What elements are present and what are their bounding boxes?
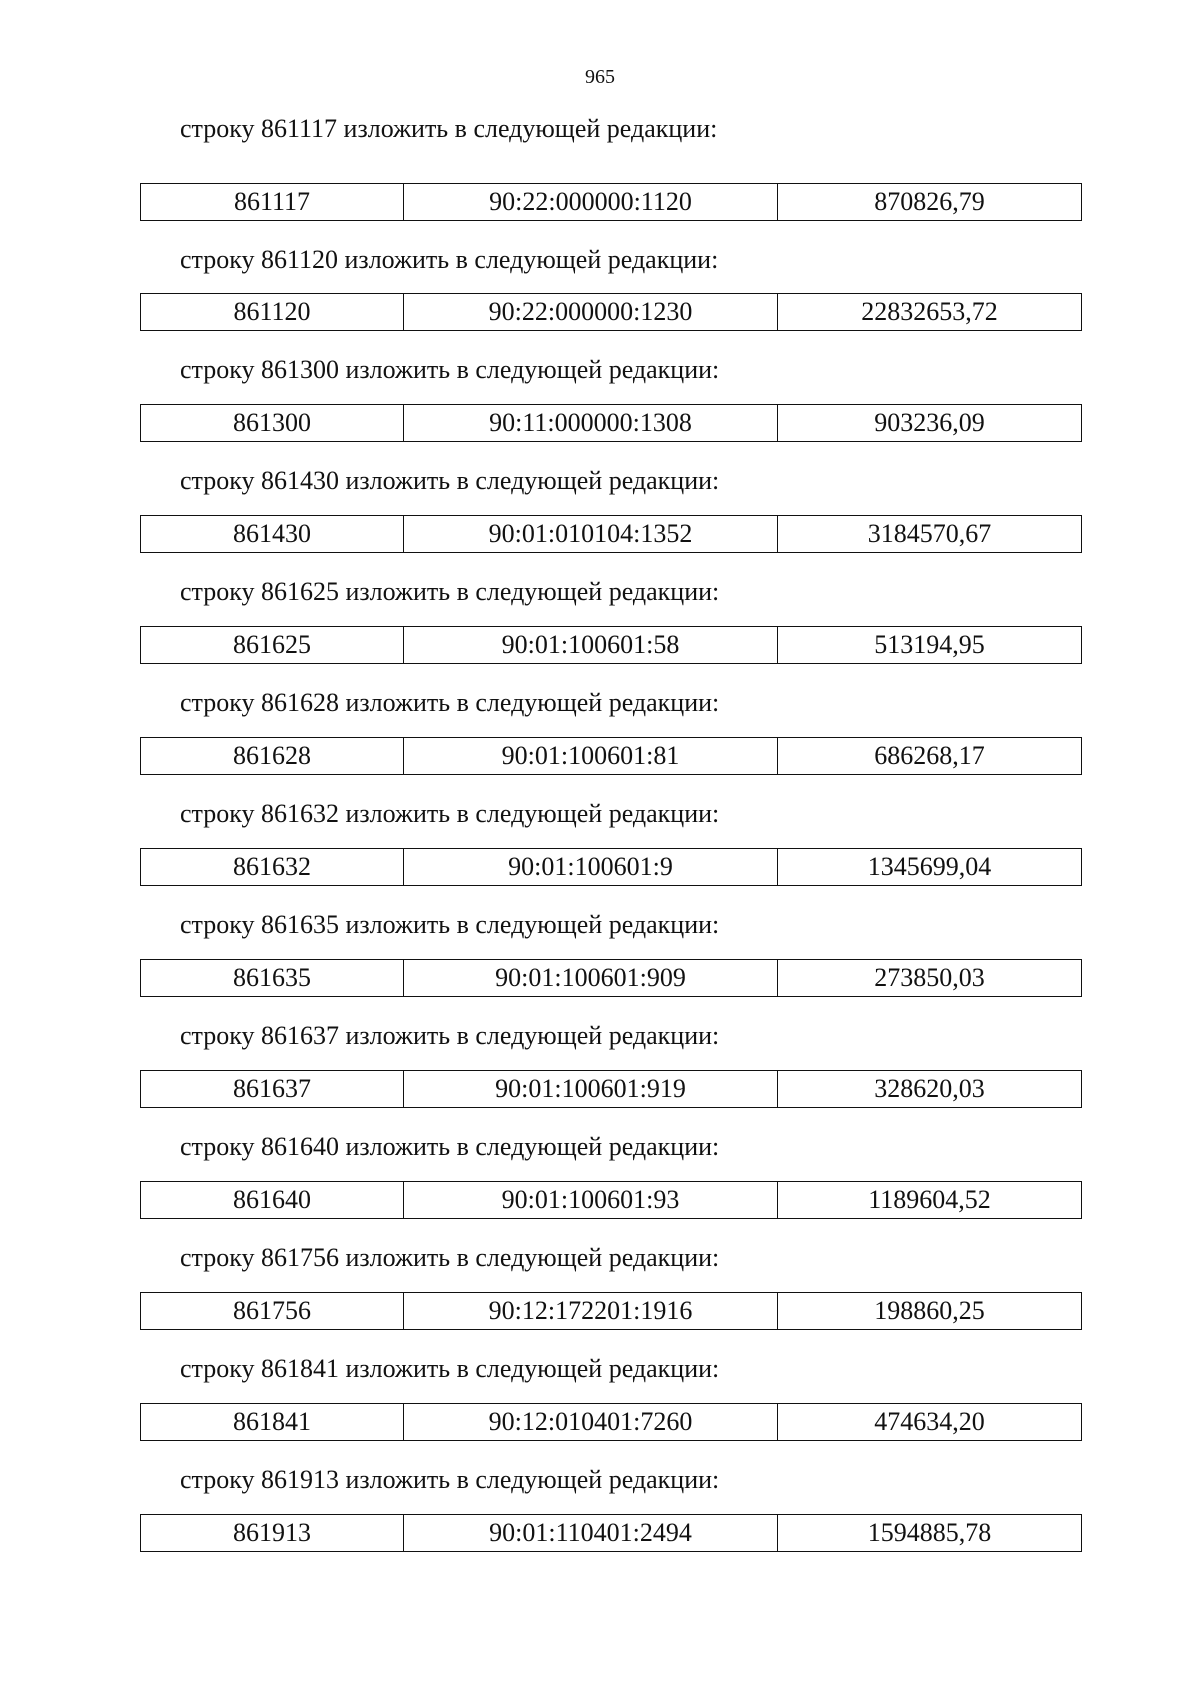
value-cell: 1189604,52 [778,1182,1082,1219]
row-number-cell: 861300 [141,405,404,442]
value-cell: 513194,95 [778,627,1082,664]
value-cell: 1594885,78 [778,1515,1082,1552]
row-number-cell: 861913 [141,1515,404,1552]
instruction-text: строку 861117 изложить в следующей редакции: [180,114,718,143]
instruction-text: строку 861120 изложить в следующей редакции: [180,245,719,274]
table-row [141,1515,1082,1552]
cadastral-number-cell: 90:01:100601:58 [404,627,778,664]
cadastral-number-cell: 90:12:172201:1916 [404,1293,778,1330]
table-row [141,184,1082,221]
table-row [141,960,1082,997]
instruction-text: строку 861628 изложить в следующей редакции: [180,688,720,717]
cadastral-number-cell: 90:01:100601:81 [404,738,778,775]
amendment-table [140,1403,1082,1441]
row-number-cell: 861625 [141,627,404,664]
amendment-table [140,404,1082,442]
cadastral-number-cell: 90:01:100601:9 [404,849,778,886]
instruction-text: строку 861841 изложить в следующей редакции: [180,1354,720,1383]
table-row [141,1182,1082,1219]
value-cell: 198860,25 [778,1293,1082,1330]
cadastral-number-cell: 90:12:010401:7260 [404,1404,778,1441]
cadastral-number-cell: 90:22:000000:1230 [404,294,778,331]
instruction-text: строку 861430 изложить в следующей редакции: [180,466,720,495]
table-row [141,1293,1082,1330]
table-row [141,405,1082,442]
amendment-table [140,1514,1082,1552]
amendment-table [140,959,1082,997]
amendment-table [140,737,1082,775]
amendment-table [140,293,1082,331]
row-number-cell: 861756 [141,1293,404,1330]
page-number: 965 [585,66,615,88]
cadastral-number-cell: 90:01:100601:93 [404,1182,778,1219]
cadastral-number-cell: 90:01:100601:919 [404,1071,778,1108]
row-number-cell: 861120 [141,294,404,331]
row-number-cell: 861841 [141,1404,404,1441]
instruction-text: строку 861635 изложить в следующей редакции: [180,910,720,939]
value-cell: 686268,17 [778,738,1082,775]
table-row [141,1404,1082,1441]
instruction-text: строку 861913 изложить в следующей редакции: [180,1465,720,1494]
value-cell: 273850,03 [778,960,1082,997]
table-row [141,516,1082,553]
table-row [141,627,1082,664]
value-cell: 22832653,72 [778,294,1082,331]
amendment-table [140,626,1082,664]
value-cell: 903236,09 [778,405,1082,442]
instruction-text: строку 861632 изложить в следующей редакции: [180,799,720,828]
value-cell: 1345699,04 [778,849,1082,886]
row-number-cell: 861637 [141,1071,404,1108]
amendment-table [140,1181,1082,1219]
amendment-table [140,848,1082,886]
table-row [141,294,1082,331]
cadastral-number-cell: 90:01:110401:2494 [404,1515,778,1552]
table-row [141,1071,1082,1108]
cadastral-number-cell: 90:01:100601:909 [404,960,778,997]
amendment-table [140,1070,1082,1108]
instruction-text: строку 861625 изложить в следующей редакции: [180,577,720,606]
row-number-cell: 861117 [141,184,404,221]
row-number-cell: 861628 [141,738,404,775]
table-row [141,849,1082,886]
value-cell: 328620,03 [778,1071,1082,1108]
instruction-text: строку 861756 изложить в следующей редакции: [180,1243,720,1272]
row-number-cell: 861640 [141,1182,404,1219]
row-number-cell: 861635 [141,960,404,997]
row-number-cell: 861632 [141,849,404,886]
table-row [141,738,1082,775]
amendment-table [140,183,1082,221]
value-cell: 870826,79 [778,184,1082,221]
amendment-table [140,515,1082,553]
amendment-table [140,1292,1082,1330]
cadastral-number-cell: 90:11:000000:1308 [404,405,778,442]
row-number-cell: 861430 [141,516,404,553]
value-cell: 3184570,67 [778,516,1082,553]
value-cell: 474634,20 [778,1404,1082,1441]
cadastral-number-cell: 90:01:010104:1352 [404,516,778,553]
cadastral-number-cell: 90:22:000000:1120 [404,184,778,221]
instruction-text: строку 861300 изложить в следующей редакции: [180,355,720,384]
instruction-text: строку 861640 изложить в следующей редакции: [180,1132,720,1161]
instruction-text: строку 861637 изложить в следующей редакции: [180,1021,720,1050]
